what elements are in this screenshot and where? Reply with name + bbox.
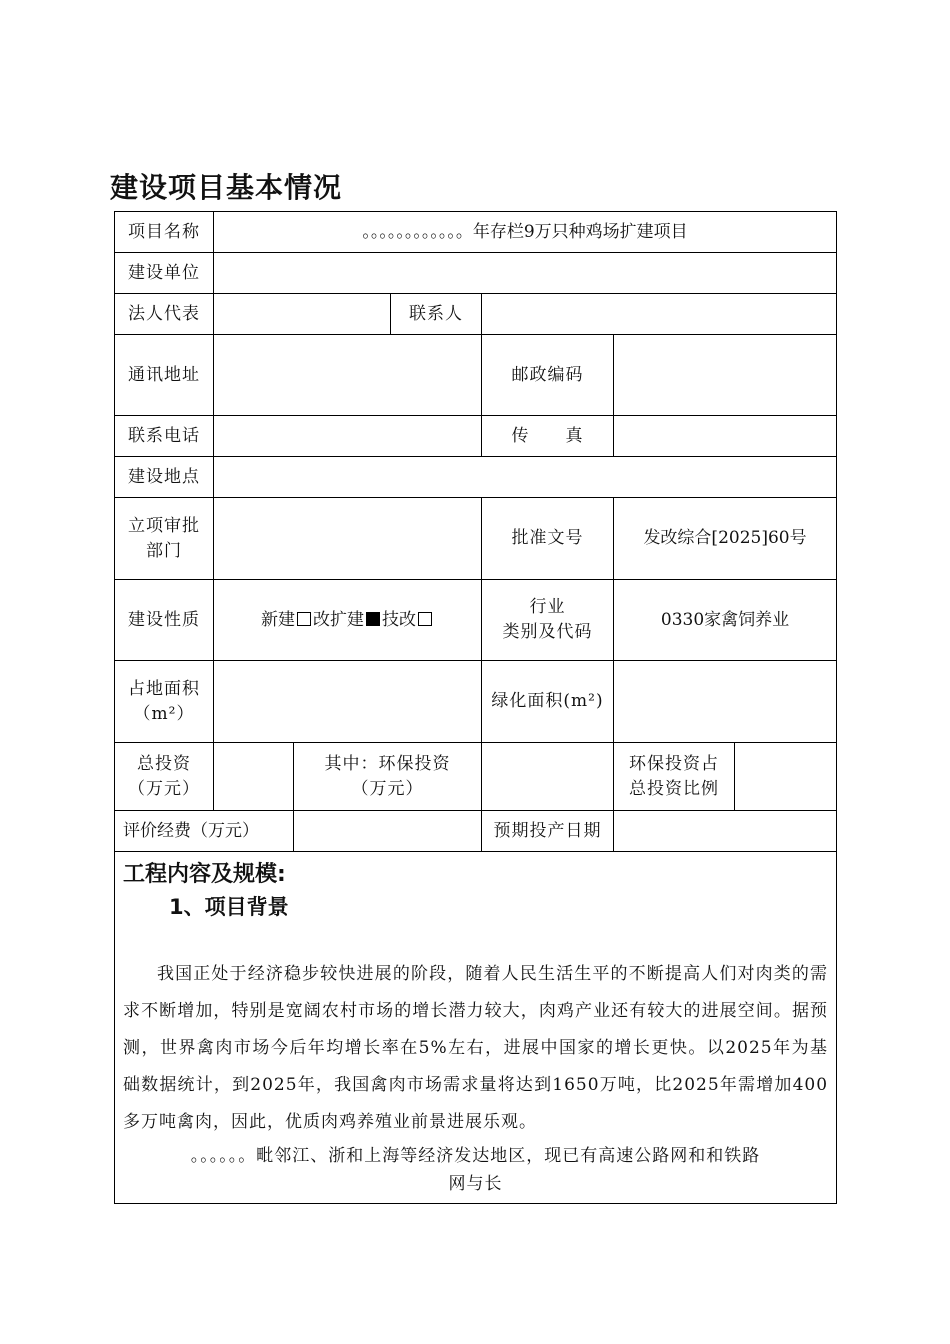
area-label-line1: 占地面积 [128, 678, 200, 699]
expected-date-value[interactable] [614, 811, 837, 852]
area-label [115, 661, 214, 743]
postcode-label: 邮政编码 [482, 335, 614, 416]
green-area-value[interactable] [614, 661, 837, 743]
fax-value[interactable] [614, 416, 837, 457]
eval-fee-label: 评价经费（万元） [115, 811, 294, 852]
env-inv-label-line1: 其中：环保投资 [324, 753, 451, 774]
total-inv-label-line1: 总投资 [137, 753, 191, 774]
eval-fee-value[interactable] [294, 811, 482, 852]
env-inv-label-line2: （万元） [351, 778, 424, 799]
contact-value[interactable] [482, 294, 837, 335]
env-ratio-value[interactable] [735, 743, 837, 811]
project-name-value[interactable]: 。。。。。。。。。。。。年存栏9万只种鸡场扩建项目 [214, 212, 837, 253]
location-paragraph-line1: 。。。。。。毗邻江、浙和上海等经济发达地区，现已有高速公路网和和铁路 [190, 1146, 761, 1166]
green-area-label: 绿化面积(m²) [482, 661, 614, 743]
env-ratio-label [614, 743, 735, 811]
nature-option-expansion-checkbox[interactable] [366, 612, 380, 626]
location-value[interactable] [214, 457, 837, 498]
expected-date-label: 预期投产日期 [482, 811, 614, 852]
area-value[interactable] [214, 661, 482, 743]
approval-dept-label-line2: 部门 [146, 540, 182, 561]
legal-rep-value[interactable] [214, 294, 391, 335]
nature-option-new-label: 新建 [261, 609, 295, 630]
phone-label: 联系电话 [115, 416, 214, 457]
page-title: 建设项目基本情况 [110, 171, 343, 204]
nature-label: 建设性质 [115, 580, 214, 661]
env-ratio-label-line1: 环保投资占 [629, 753, 719, 774]
nature-option-expansion-label: 改扩建 [313, 609, 364, 630]
total-inv-label-line2: （万元） [128, 778, 200, 799]
approval-dept-value[interactable] [214, 498, 482, 580]
postcode-value[interactable] [614, 335, 837, 416]
contact-label: 联系人 [391, 294, 482, 335]
approval-no-value[interactable]: 发改综合[2025]60号 [614, 498, 837, 580]
background-paragraph: 我国正处于经济稳步较快进展的阶段，随着人民生活生平的不断提高人们对肉类的需求不断增加，特别是宽阔农村市场的增长潜力较大，肉鸡产业还有较大的进展空间。据预测，世界禽肉市场今后年均增长率在5%左右，进展中国家的增长更快。以2025年为基础数据统计，到2025年，我国禽肉市场需求量将达到1650万吨，比2025年需增加400多万吨禽肉，因此，优质肉鸡养殖业前景进展乐观。 [123, 964, 829, 1132]
industry-label-line1: 行业 [529, 597, 566, 617]
section-title: 工程内容及规模: [123, 862, 286, 887]
nature-option-renovation-checkbox[interactable] [418, 612, 432, 626]
location-paragraph-line2: 网与长 [448, 1174, 503, 1194]
nature-options [214, 580, 482, 661]
total-inv-value[interactable] [214, 743, 294, 811]
env-inv-label [294, 743, 482, 811]
legal-rep-label: 法人代表 [115, 294, 214, 335]
env-ratio-label-line2: 总投资比例 [629, 778, 719, 799]
industry-label-line2: 类别及代码 [502, 622, 593, 642]
industry-value[interactable]: 0330家禽饲养业 [614, 580, 837, 661]
area-label-line2: （m²） [133, 703, 195, 724]
address-label: 通讯地址 [115, 335, 214, 416]
nature-option-renovation-label: 技改 [382, 609, 416, 630]
industry-label [482, 580, 614, 661]
env-inv-value[interactable] [482, 743, 614, 811]
address-value[interactable] [214, 335, 482, 416]
total-inv-label [115, 743, 214, 811]
approval-no-label: 批准文号 [482, 498, 614, 580]
phone-value[interactable] [214, 416, 482, 457]
project-content-section [115, 852, 837, 1204]
subsection-title: 1、项目背景 [169, 895, 289, 919]
project-name-label: 项目名称 [115, 212, 214, 253]
fax-label: 传 真 [482, 416, 614, 457]
project-info-table [114, 211, 837, 1204]
build-unit-label: 建设单位 [115, 253, 214, 294]
approval-dept-label [115, 498, 214, 580]
location-label: 建设地点 [115, 457, 214, 498]
approval-dept-label-line1: 立项审批 [128, 515, 200, 536]
nature-option-new-checkbox[interactable] [297, 612, 311, 626]
build-unit-value[interactable] [214, 253, 837, 294]
